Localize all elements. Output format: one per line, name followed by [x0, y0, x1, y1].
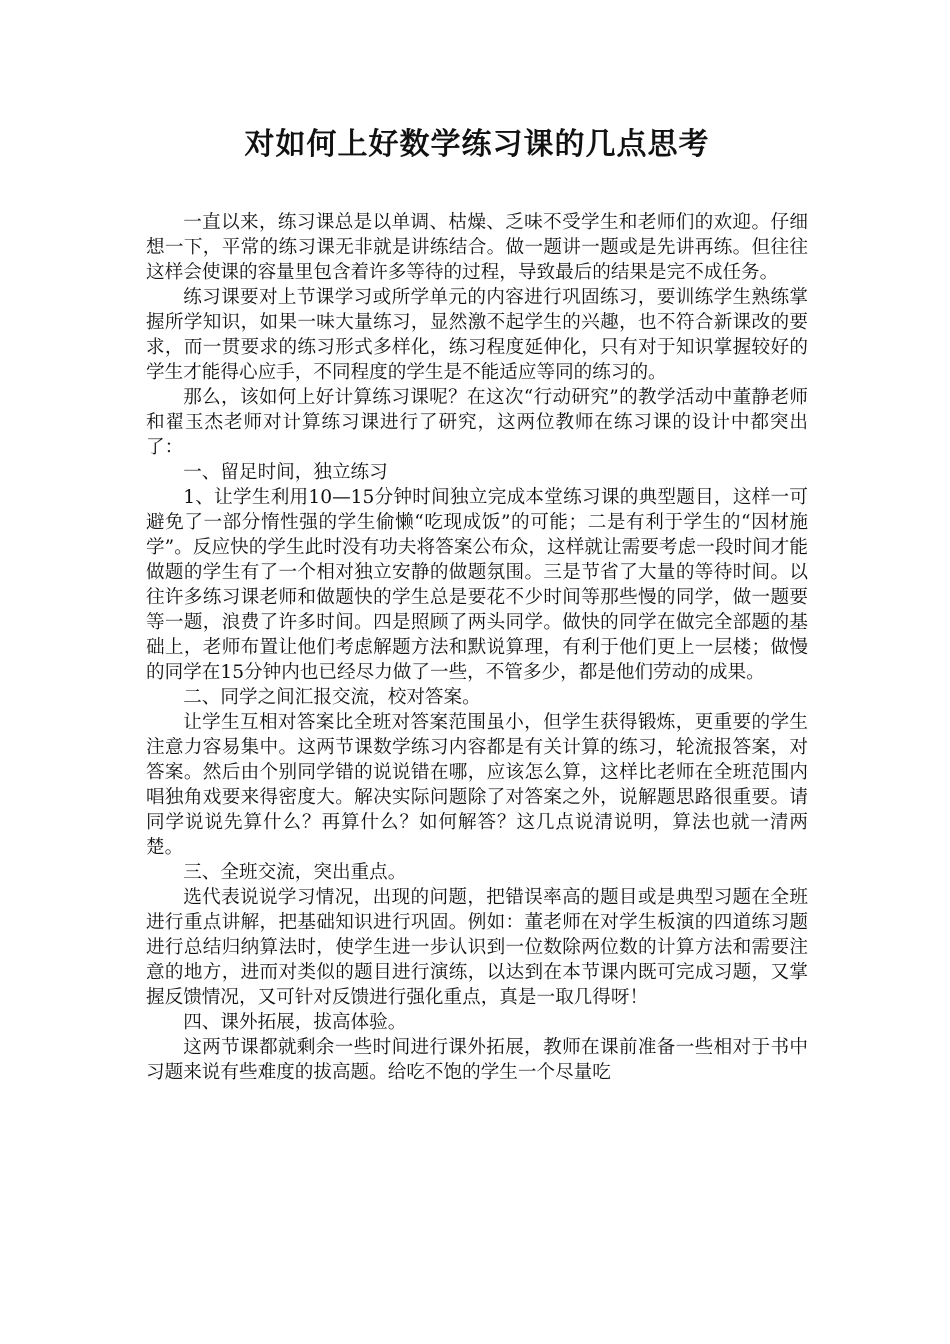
document-page: [146, 118, 808, 1085]
paragraph-section-1: 1、让学生利用10—15分钟时间独立完成本堂练习课的典型题目，这样一可避免了一部分惰性强的学生偷懒“吃现成饭”的可能；二是有利于学生的“因材施学”。反应快的学生此时没有功夫将答案公布众，这样就让需要考虑一段时间才能做题的学生有了一个相对独立安静的做题氛围。三是节省了大量的等待时间。以往许多练习课老师和做题快的学生总是要花不少时间等那些慢的同学，做一题要等一题，浪费了许多时间。四是照顾了两头同学。做快的同学在做完全部题的基础上，老师布置让他们考虑解题方法和默说算理，有利于他们更上一层楼；做慢的同学在15分钟内也已经尽力做了一些，不管多少，都是他们劳动的成果。: [146, 487, 808, 683]
document-body: [146, 210, 808, 1085]
section-heading-2: 二、同学之间汇报交流，校对答案。: [183, 687, 481, 708]
section-heading-3: 三、全班交流，突出重点。: [183, 862, 407, 883]
paragraph-section-4: 这两节课都就剩余一些时间进行课外拓展，教师在课前准备一些相对于书中习题来说有些难度的拔高题。给吃不饱的学生一个尽量吃: [146, 1037, 808, 1083]
paragraph-section-2: 让学生互相对答案比全班对答案范围虽小，但学生获得锻炼，更重要的学生注意力容易集中。这两节课数学练习内容都是有关计算的练习，轮流报答案，对答案。然后由个别同学错的说说错在哪，应该怎么算，这样比老师在全班范围内唱独角戏要来得密度大。解决实际问题除了对答案之外，说解题思路很重要。请同学说说先算什么？再算什么？如何解答？这几点说清说明，算法也就一清两楚。: [146, 712, 808, 858]
section-heading-1: 一、留足时间，独立练习: [183, 462, 388, 483]
paragraph-intro: 一直以来，练习课总是以单调、枯燥、乏味不受学生和老师们的欢迎。仔细想一下，平常的练习课无非就是讲练结合。做一题讲一题或是先讲再练。但往往这样会使课的容量里包含着许多等待的过程，导致最后的结果是完不成任务。: [146, 212, 808, 283]
paragraph-section-3: 选代表说说学习情况，出现的问题，把错误率高的题目或是典型习题在全班进行重点讲解，把基础知识进行巩固。例如：董老师在对学生板演的四道练习题进行总结归纳算法时，使学生进一步认识到一位数除两位数的计算方法和需要注意的地方，进而对类似的题目进行演练，以达到在本节课内既可完成习题，又掌握反馈情况，又可针对反馈进行强化重点，真是一取几得呀！: [146, 887, 808, 1008]
paragraph-question: 那么，该如何上好计算练习课呢？在这次“行动研究”的教学活动中董静老师和翟玉杰老师对计算练习课进行了研究，这两位教师在练习课的设计中都突出了：: [146, 387, 808, 458]
paragraph-purpose: 练习课要对上节课学习或所学单元的内容进行巩固练习，要训练学生熟练掌握所学知识，如果一味大量练习，显然激不起学生的兴趣，也不符合新课改的要求，而一贯要求的练习形式多样化，练习程度延伸化，只有对于知识掌握较好的学生才能得心应手，不同程度的学生是不能适应等同的练习的。: [146, 287, 808, 383]
document-title: 对如何上好数学练习课的几点思考: [244, 127, 710, 162]
section-heading-4: 四、课外拓展，拔高体验。: [183, 1012, 407, 1033]
